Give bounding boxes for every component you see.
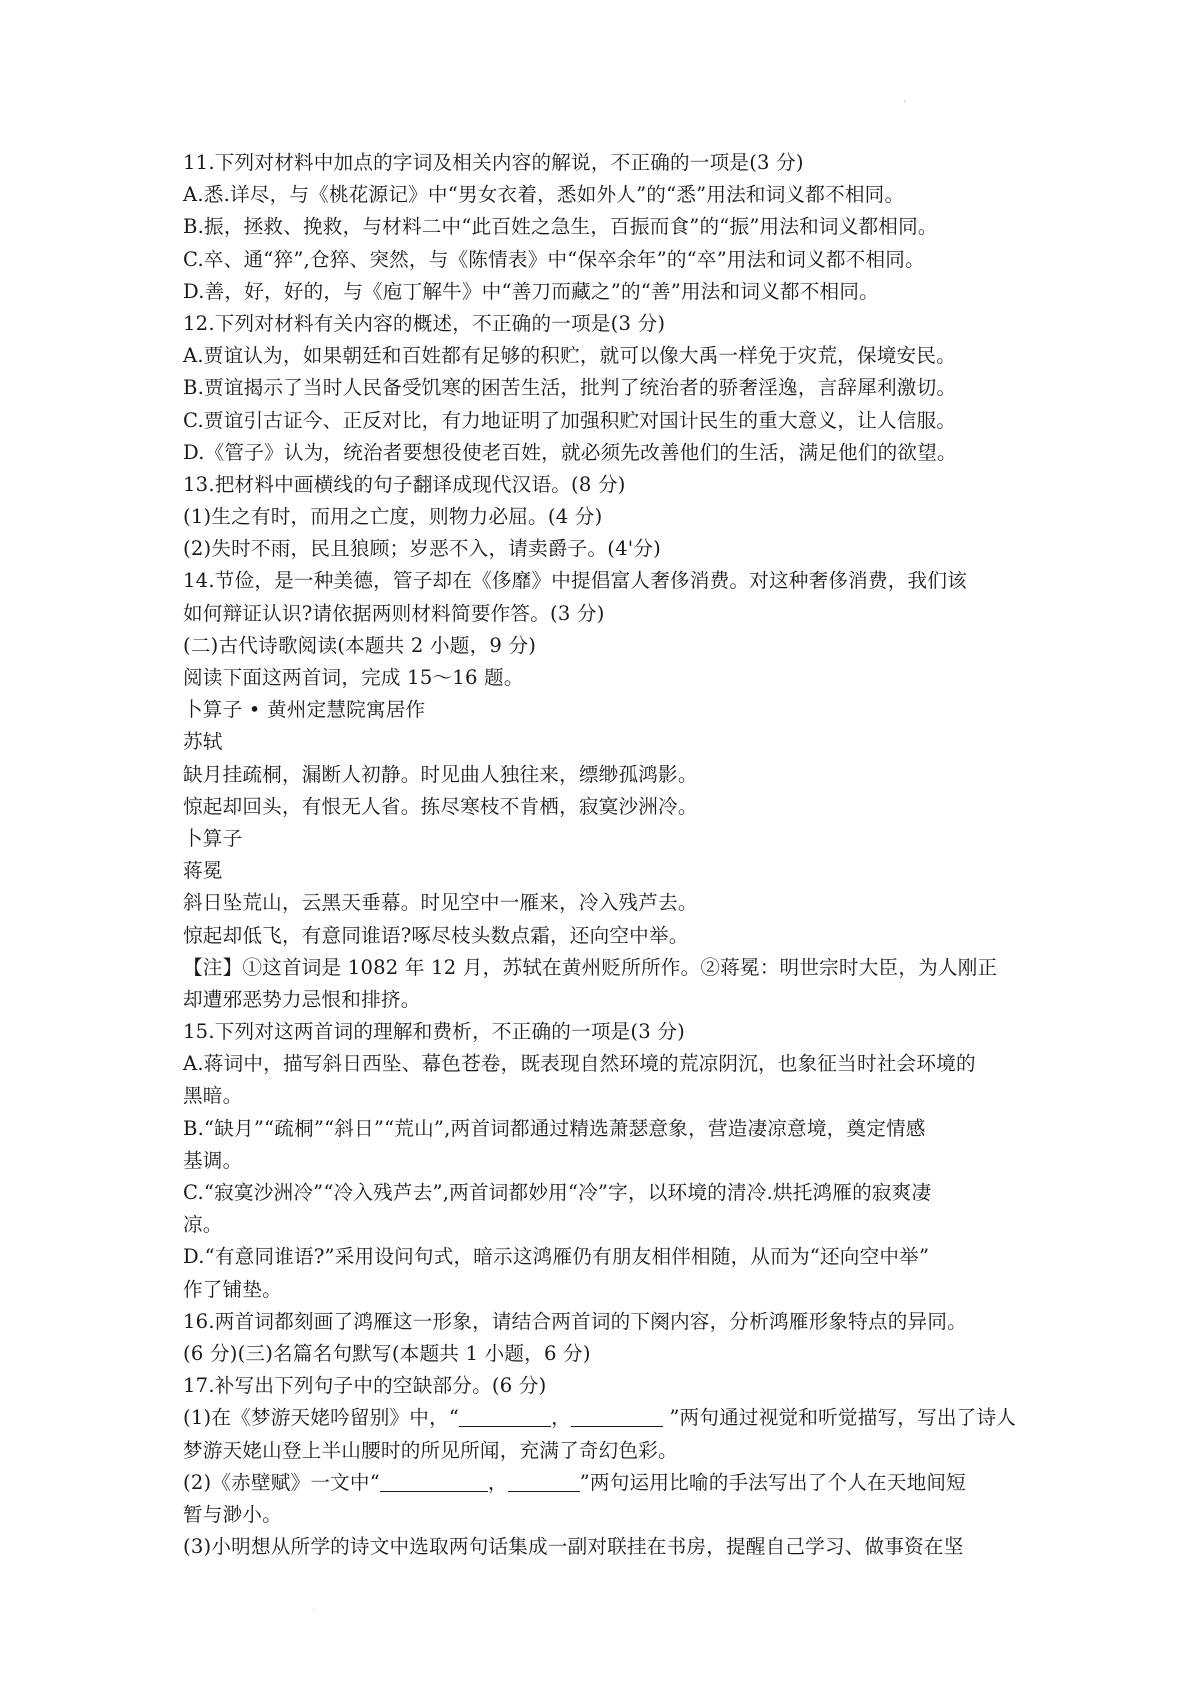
exam-page — [183, 147, 1045, 1563]
q17-item-1-comma: ， — [551, 1406, 571, 1430]
scan-mark-top: ˋ — [903, 101, 908, 112]
q13-sentence-2: (2)失时不雨，民且狼顾；岁恶不入，请卖爵子。(4'分) — [183, 537, 661, 561]
q17-item-2-prefix: (2)《赤壁赋》一文中“ — [183, 1470, 380, 1494]
q16-line-2: (6 分)(三)名篇名句默写(本题共 1 小题，6 分) — [183, 1341, 591, 1365]
q11-option-d: D.善，好，好的，与《庖丁解牛》中“善刀而藏之”的“善”用法和词义都不相同。 — [183, 279, 879, 303]
q15-option-c-line-1: C.“寂寞沙洲冷”“冷入残芦去”,两首词都妙用“冷”字，以环境的清冷.烘托鸿雁的寂爽凄 — [183, 1181, 932, 1204]
q12-option-d: D.《管子》认为，统治者要想役使老百姓，就必须先改善他们的生活，满足他们的欲望。 — [183, 440, 957, 464]
poem-1-line-2: 惊起却回头，有恨无人省。拣尽寒枝不肯栖，寂寞沙洲冷。 — [183, 794, 698, 818]
q15-stem: 15.下列对这两首词的理解和费析，不正确的一项是(3 分) — [183, 1020, 686, 1044]
poem-2-title: 卜算子 — [183, 826, 243, 850]
note-line-1: 【注】①这首词是 1082 年 12 月，苏轼在黄州贬所所作。②蒋冕：明世宗时大臣，为人刚正 — [183, 955, 998, 979]
q17-item-2-comma: ， — [487, 1470, 508, 1494]
note-line-2: 却遭邪恶势力忌恨和排挤。 — [183, 987, 421, 1011]
q15-option-c-line-2: 凉。 — [183, 1213, 223, 1237]
poem-2-author: 蒋冕 — [183, 859, 223, 883]
q17-item-2-suffix: ”两句运用比喻的手法写出了个人在天地间短 — [579, 1470, 967, 1494]
q11-option-a: A.悉.详尽，与《桃花源记》中“男女衣着，悉如外人”的“悉”用法和词义都不相同。 — [183, 183, 905, 207]
q17-item-1 — [183, 1402, 1045, 1434]
q17-stem: 17.补写出下列句子中的空缺部分。(6 分) — [183, 1374, 547, 1398]
q14-line-1: 14.节俭，是一种美德，管子却在《侈靡》中提倡富人奢侈消费。对这种奢侈消费，我们该 — [183, 569, 967, 593]
answer-blank[interactable] — [380, 1471, 488, 1492]
poem-2-line-1: 斜日坠荒山，云黑天垂幕。时见空中一雁来，冷入残芦去。 — [183, 891, 698, 915]
section-2-intro: 阅读下面这两首词，完成 15～16 题。 — [183, 666, 524, 689]
q17-item-1-line-2: 梦游天姥山登上半山腰时的所见所闻，充满了奇幻色彩。 — [183, 1438, 678, 1462]
poem-1-author: 苏轼 — [183, 730, 223, 754]
poem-1-title: 卜算子 • 黄州定慧院寓居作 — [183, 698, 426, 722]
q14-line-2: 如何辩证认识?请依据两则材料简要作答。(3 分) — [183, 601, 605, 625]
answer-blank[interactable] — [571, 1406, 663, 1427]
q11-stem: 11.下列对材料中加点的字词及相关内容的解说，不正确的一项是(3 分) — [183, 151, 804, 174]
q12-stem: 12.下列对材料有关内容的概述，不正确的一项是(3 分) — [183, 311, 666, 335]
scan-mark-bottom: . — [312, 1603, 315, 1613]
q12-option-b: B.贾谊揭示了当时人民备受饥寒的困苦生活，批判了统治者的骄奢淫逸，言辞犀利激切。 — [183, 376, 957, 400]
q17-item-3: (3)小明想从所学的诗文中选取两句话集成一副对联挂在书房，提醒自己学习、做事资在坚 — [183, 1535, 964, 1559]
q15-option-d-line-2: 作了铺垫。 — [183, 1277, 282, 1301]
q16-line-1: 16.两首词都刻画了鸿雁这一形象，请结合两首词的下阕内容，分析鸿雁形象特点的异同。 — [183, 1309, 967, 1333]
poem-2-line-2: 惊起却低飞，有意同谁语?啄尽枝头数点霜，还向空中举。 — [183, 923, 689, 947]
q13-sentence-1: (1)生之有时，而用之亡度，则物力必屈。(4 分) — [183, 505, 603, 529]
answer-blank[interactable] — [459, 1406, 551, 1427]
q11-option-b: B.振，拯救、挽救，与材料二中“此百姓之急生，百振而食”的“振”用法和词义都相同。 — [183, 215, 938, 239]
answer-blank[interactable] — [508, 1471, 580, 1492]
q17-item-2-line-2: 暂与渺小。 — [183, 1502, 282, 1526]
q12-option-a: A.贾谊认为，如果朝廷和百姓都有足够的积贮，就可以像大禹一样免于灾荒，保境安民。 — [183, 344, 956, 368]
q12-option-c: C.贾谊引古证今、正反对比，有力地证明了加强积贮对国计民生的重大意义，让人信服。 — [183, 408, 957, 432]
q13-stem: 13.把材料中画横线的句子翻译成现代汉语。(8 分) — [183, 472, 626, 496]
q15-option-b-line-1: B.“缺月”“疏桐”“斜日”“荒山”,两首词都通过精选萧瑟意象，营造凄凉意境，奠定情感 — [183, 1116, 926, 1140]
section-2-title: (二)古代诗歌阅读(本题共 2 小题，9 分) — [183, 633, 537, 657]
poem-1-line-1: 缺月挂疏桐，漏断人初静。时见曲人独往来，缥缈孤鸿影。 — [183, 762, 698, 786]
q15-option-b-line-2: 基调。 — [183, 1148, 243, 1172]
q15-option-d-line-1: D.“有意同谁语?”采用设问句式，暗示这鸿雁仍有朋友相伴相随，从而为“还向空中举” — [183, 1245, 930, 1269]
q15-option-a-line-1: A.蒋词中，描写斜日西坠、幕色苍卷，既表现自然环境的荒凉阴沉，也象征当时社会环境的 — [183, 1052, 976, 1076]
q17-item-1-prefix: (1)在《梦游天姥吟留别》中，“ — [183, 1406, 460, 1430]
q17-item-1-suffix: ”两句通过视觉和听觉描写，写出了诗人 — [662, 1406, 1017, 1430]
q17-item-2 — [183, 1467, 1045, 1499]
q15-option-a-line-2: 黑暗。 — [183, 1084, 243, 1108]
q11-option-c: C.卒、通“猝”,仓猝、突然，与《陈情表》中“保卒余年”的“卒”用法和词义都不相同。 — [183, 247, 925, 271]
